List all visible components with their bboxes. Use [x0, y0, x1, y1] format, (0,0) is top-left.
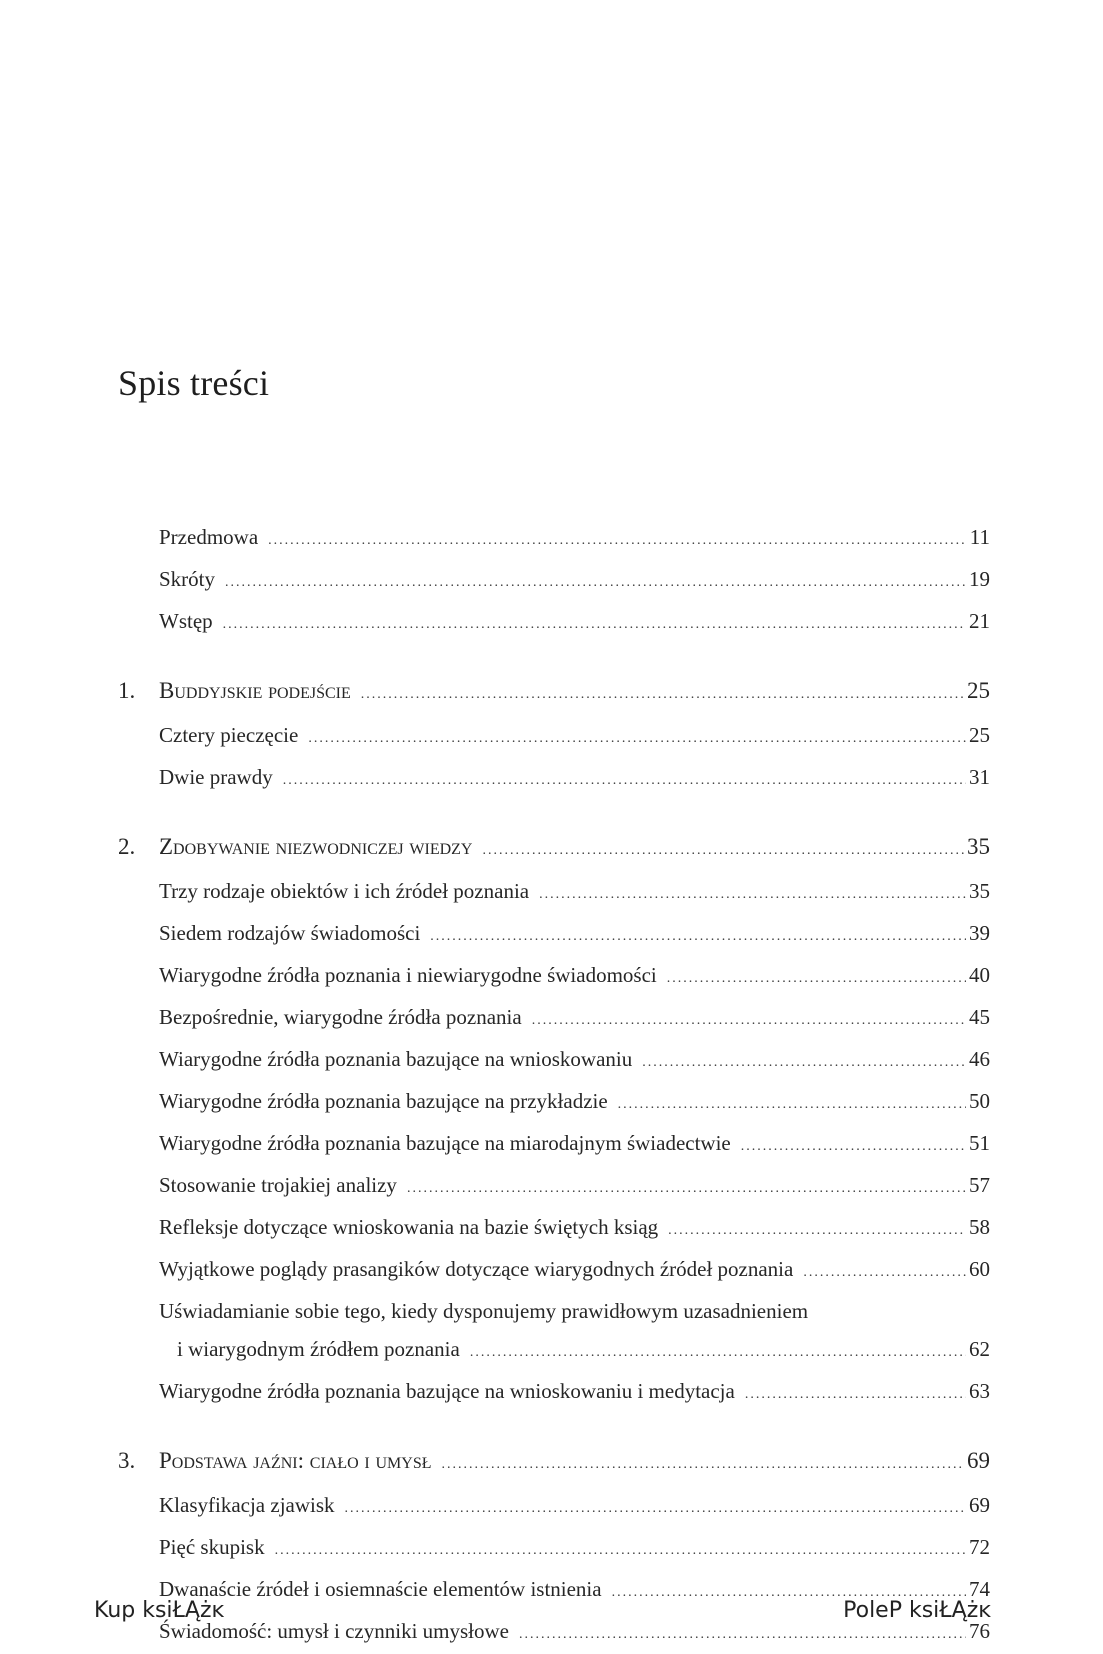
toc-page-number: 72 [969, 1535, 990, 1559]
toc-entry[interactable] [118, 872, 990, 914]
toc-label: Wyjątkowe poglądy prasangików dotyczące wiarygodnych źródeł poznania [159, 1257, 794, 1281]
dot-leader [225, 564, 966, 602]
dot-leader [532, 1002, 966, 1040]
toc-label: Wiarygodne źródła poznania bazujące na przykładzie [159, 1089, 608, 1113]
dot-leader [667, 960, 966, 998]
toc-entry[interactable] [118, 758, 990, 800]
toc-entry[interactable] [118, 1250, 990, 1292]
toc-page-number: 39 [969, 921, 990, 945]
toc-entry[interactable] [118, 998, 990, 1040]
toc-page-number: 21 [969, 609, 990, 633]
toc-label: Dwanaście źródeł i osiemnaście elementów istnienia [159, 1577, 602, 1601]
dot-leader [642, 1044, 966, 1082]
dot-leader [668, 1212, 966, 1250]
toc-label: Świadomość: umysł i czynniki umysłowe [159, 1619, 509, 1643]
toc-label: Uświadamianie sobie tego, kiedy dysponujemy prawidłowym uzasadnieniem [159, 1299, 809, 1323]
toc-entry[interactable] [118, 1372, 990, 1414]
toc-page-number: 69 [967, 1448, 990, 1473]
toc-label: Wstęp [159, 609, 213, 633]
toc-label: Pięć skupisk [159, 1535, 265, 1559]
toc-label: Wiarygodne źródła poznania bazujące na wnioskowaniu [159, 1047, 633, 1071]
toc-entry[interactable] [118, 1166, 990, 1208]
toc-page-number: 11 [969, 525, 990, 549]
toc-entry[interactable] [118, 518, 990, 560]
chapter-number: 3. [118, 1448, 136, 1473]
toc-entry[interactable] [118, 956, 990, 998]
toc-page-number: 25 [967, 678, 990, 703]
page-title: Spis treści [118, 363, 270, 403]
toc-chapter[interactable] [118, 828, 990, 870]
toc-page-number: 35 [967, 834, 990, 859]
toc-entry[interactable] [118, 560, 990, 602]
toc-label-continuation [159, 1330, 990, 1372]
toc-label: Podstawa jaźni: ciało i umysł [159, 1448, 432, 1473]
toc-label: Dwie prawdy [159, 765, 273, 789]
toc-entry[interactable] [118, 1528, 990, 1570]
toc-entry[interactable] [118, 1040, 990, 1082]
dot-leader [430, 918, 966, 956]
dot-leader [345, 1490, 966, 1528]
toc-label: Refleksje dotyczące wnioskowania na bazie świętych ksiąg [159, 1215, 659, 1239]
toc-label: Bezpośrednie, wiarygodne źródła poznania [159, 1005, 522, 1029]
toc-page-number: 58 [969, 1215, 990, 1239]
toc-label: Klasyfikacja zjawisk [159, 1493, 335, 1517]
toc-label-line2: i wiarygodnym źródłem poznania [177, 1337, 460, 1361]
toc-chapter[interactable] [118, 672, 990, 714]
dot-leader [223, 606, 966, 644]
toc-page-number: 19 [969, 567, 990, 591]
toc-entry[interactable] [118, 1292, 990, 1372]
toc-page-number: 62 [969, 1337, 990, 1361]
toc-entry[interactable] [118, 1486, 990, 1528]
toc-label: Zdobywanie niezwodniczej wiedzy [159, 834, 473, 859]
toc-entry[interactable] [118, 914, 990, 956]
toc-page-number: 35 [969, 879, 990, 903]
dot-leader [741, 1128, 966, 1166]
footer-recommend-link[interactable]: PoleP ksiŁĄżĸ [843, 1598, 991, 1623]
toc-entry[interactable] [118, 716, 990, 758]
dot-leader [283, 762, 966, 800]
toc-page-number: 50 [969, 1089, 990, 1113]
toc-page-number: 46 [969, 1047, 990, 1071]
toc-page-number: 40 [969, 963, 990, 987]
toc-label: Buddyjskie podejście [159, 678, 351, 703]
toc-entry[interactable] [118, 1208, 990, 1250]
toc-page-number: 63 [969, 1379, 990, 1403]
toc-label: Wiarygodne źródła poznania bazujące na wnioskowaniu i medytacja [159, 1379, 735, 1403]
toc-label: Siedem rodzajów świadomości [159, 921, 421, 945]
dot-leader [442, 1446, 965, 1484]
dot-leader [308, 720, 966, 758]
toc-page-number: 45 [969, 1005, 990, 1029]
toc-label: Wiarygodne źródła poznania bazujące na miarodajnym świadectwie [159, 1131, 731, 1155]
toc-entry[interactable] [118, 1082, 990, 1124]
dot-leader [745, 1376, 966, 1414]
table-of-contents [118, 518, 990, 1654]
toc-label: Cztery pieczęcie [159, 723, 299, 747]
dot-leader [470, 1334, 966, 1372]
dot-leader [539, 876, 966, 914]
toc-label: Przedmowa [159, 525, 259, 549]
toc-page-number: 69 [969, 1493, 990, 1517]
dot-leader [268, 522, 967, 560]
toc-label: Wiarygodne źródła poznania i niewiarygodne świadomości [159, 963, 657, 987]
toc-page-number: 57 [969, 1173, 990, 1197]
dot-leader [803, 1254, 966, 1292]
toc-label: Trzy rodzaje obiektów i ich źródeł poznania [159, 879, 530, 903]
toc-page-number: 25 [969, 723, 990, 747]
dot-leader [361, 676, 964, 714]
toc-label: Stosowanie trojakiej analizy [159, 1173, 397, 1197]
dot-leader [275, 1532, 966, 1570]
toc-page-number: 31 [969, 765, 990, 789]
chapter-number: 1. [118, 678, 136, 703]
toc-page-number: 60 [969, 1257, 990, 1281]
toc-page-number: 76 [969, 1619, 990, 1643]
dot-leader [482, 832, 964, 870]
chapter-number: 2. [118, 834, 136, 859]
dot-leader [407, 1170, 966, 1208]
toc-entry[interactable] [118, 602, 990, 644]
toc-chapter[interactable] [118, 1442, 990, 1484]
footer-buy-link[interactable]: Kup ksiŁĄżĸ [94, 1598, 225, 1623]
toc-entry[interactable] [118, 1124, 990, 1166]
toc-page-number: 51 [969, 1131, 990, 1155]
toc-page-number: 74 [969, 1577, 990, 1601]
toc-label: Skróty [159, 567, 216, 591]
dot-leader [618, 1086, 966, 1124]
